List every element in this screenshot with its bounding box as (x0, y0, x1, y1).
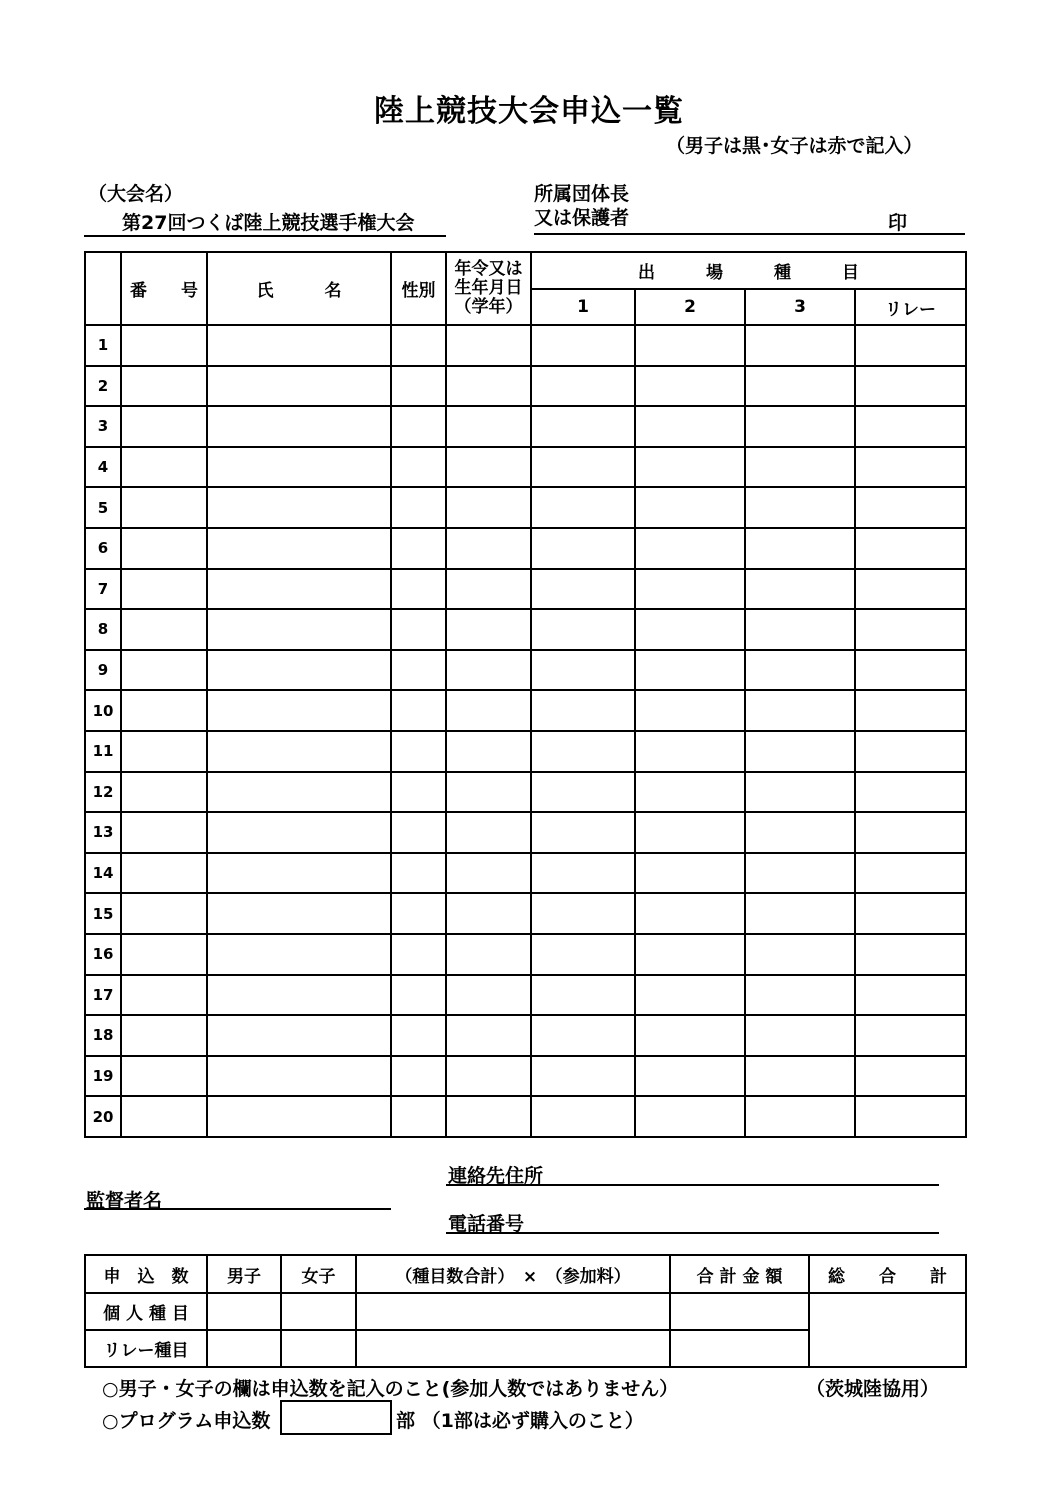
row-number: 18 (85, 1015, 121, 1056)
name-cell[interactable] (207, 772, 391, 813)
age-cell[interactable] (446, 487, 531, 528)
athlete-row (85, 569, 966, 610)
sex-cell[interactable] (391, 690, 446, 731)
relay-cell[interactable] (855, 853, 966, 894)
event-1-cell[interactable] (531, 569, 635, 610)
event-2-cell[interactable] (635, 853, 745, 894)
athlete-row (85, 487, 966, 528)
row-number: 15 (85, 893, 121, 934)
number-cell[interactable] (121, 487, 207, 528)
program-count-box[interactable] (280, 1400, 392, 1435)
event-2-cell[interactable] (635, 975, 745, 1016)
row-number: 20 (85, 1096, 121, 1137)
event-3-cell[interactable] (745, 731, 855, 772)
age-cell[interactable] (446, 569, 531, 610)
athlete-row (85, 893, 966, 934)
relay-cell[interactable] (855, 447, 966, 488)
event-3-cell[interactable] (745, 609, 855, 650)
age-cell[interactable] (446, 1056, 531, 1097)
sex-cell[interactable] (391, 366, 446, 407)
row-number: 13 (85, 812, 121, 853)
number-cell[interactable] (121, 934, 207, 975)
athlete-row (85, 853, 966, 894)
sex-cell[interactable] (391, 487, 446, 528)
individual-amount-cell[interactable] (670, 1293, 809, 1330)
number-cell[interactable] (121, 528, 207, 569)
org-underline (534, 233, 965, 235)
events-header: 出 場 種 目 (531, 252, 966, 289)
athlete-row (85, 731, 966, 772)
athlete-row (85, 812, 966, 853)
relay-cell[interactable] (855, 690, 966, 731)
program-order-label: ○プログラム申込数 (102, 1410, 271, 1432)
number-cell[interactable] (121, 569, 207, 610)
event-3-cell[interactable] (745, 487, 855, 528)
event-3-cell[interactable] (745, 1015, 855, 1056)
number-cell[interactable] (121, 1056, 207, 1097)
number-cell[interactable] (121, 690, 207, 731)
page-title: 陸上競技大会申込一覧 (374, 94, 684, 129)
number-cell[interactable] (121, 853, 207, 894)
sex-cell[interactable] (391, 853, 446, 894)
fee-count-header: 申 込 数 (85, 1255, 207, 1293)
relay-cell[interactable] (855, 1015, 966, 1056)
event-2-cell[interactable] (635, 487, 745, 528)
event-2-cell[interactable] (635, 812, 745, 853)
event-3-cell[interactable] (745, 447, 855, 488)
sex-cell[interactable] (391, 1015, 446, 1056)
name-cell[interactable] (207, 1056, 391, 1097)
name-cell[interactable] (207, 569, 391, 610)
event-2-cell[interactable] (635, 690, 745, 731)
number-cell[interactable] (121, 731, 207, 772)
entry-table (84, 251, 967, 1138)
event-1-cell[interactable] (531, 406, 635, 447)
fee-table (84, 1254, 967, 1368)
sex-cell[interactable] (391, 569, 446, 610)
number-cell[interactable] (121, 366, 207, 407)
name-cell[interactable] (207, 690, 391, 731)
name-cell[interactable] (207, 731, 391, 772)
name-cell[interactable] (207, 325, 391, 366)
age-cell[interactable] (446, 609, 531, 650)
sex-cell[interactable] (391, 812, 446, 853)
relay-formula-cell[interactable] (356, 1330, 670, 1367)
event-1-cell[interactable] (531, 528, 635, 569)
athlete-row (85, 1096, 966, 1137)
sex-cell[interactable] (391, 975, 446, 1016)
sex-cell[interactable] (391, 731, 446, 772)
relay-cell[interactable] (855, 487, 966, 528)
event-2-cell[interactable] (635, 325, 745, 366)
age-cell[interactable] (446, 812, 531, 853)
number-header: 番 号 (121, 252, 207, 325)
age-cell[interactable] (446, 650, 531, 691)
relay-events-label: リレー種目 (85, 1330, 207, 1367)
row-number: 11 (85, 731, 121, 772)
name-cell[interactable] (207, 650, 391, 691)
fee-total-header: 総 合 計 (809, 1255, 966, 1293)
sex-cell[interactable] (391, 650, 446, 691)
sex-cell[interactable] (391, 1056, 446, 1097)
event-1-cell[interactable] (531, 893, 635, 934)
age-cell[interactable] (446, 690, 531, 731)
relay-cell[interactable] (855, 366, 966, 407)
individual-male-cell[interactable] (207, 1293, 281, 1330)
event-3-cell[interactable] (745, 366, 855, 407)
supervisor-label: 監督者名 (86, 1190, 163, 1212)
athlete-row (85, 975, 966, 1016)
event-3-cell[interactable] (745, 650, 855, 691)
name-cell[interactable] (207, 447, 391, 488)
phone-line (446, 1232, 939, 1234)
age-cell[interactable] (446, 1015, 531, 1056)
relay-cell[interactable] (855, 893, 966, 934)
event-1-cell[interactable] (531, 366, 635, 407)
name-cell[interactable] (207, 406, 391, 447)
sex-header: 性別 (391, 252, 446, 325)
name-cell[interactable] (207, 812, 391, 853)
row-number: 10 (85, 690, 121, 731)
sex-cell[interactable] (391, 447, 446, 488)
sex-cell[interactable] (391, 528, 446, 569)
event-3-cell[interactable] (745, 1096, 855, 1137)
individual-events-label: 個 人 種 目 (85, 1293, 207, 1330)
fee-male-header: 男子 (207, 1255, 281, 1293)
number-cell[interactable] (121, 325, 207, 366)
relay-cell[interactable] (855, 772, 966, 813)
event-2-cell[interactable] (635, 569, 745, 610)
number-cell[interactable] (121, 812, 207, 853)
athlete-row (85, 325, 966, 366)
row-number: 17 (85, 975, 121, 1016)
event-2-cell[interactable] (635, 609, 745, 650)
age-cell[interactable] (446, 406, 531, 447)
sex-cell[interactable] (391, 772, 446, 813)
event-1-cell[interactable] (531, 1096, 635, 1137)
sex-cell[interactable] (391, 934, 446, 975)
age-cell[interactable] (446, 975, 531, 1016)
row-number-header (85, 252, 121, 325)
name-cell[interactable] (207, 934, 391, 975)
address-line (446, 1184, 939, 1186)
relay-cell[interactable] (855, 406, 966, 447)
row-number: 9 (85, 650, 121, 691)
row-number: 7 (85, 569, 121, 610)
event-3-cell[interactable] (745, 893, 855, 934)
name-header: 氏 名 (207, 252, 391, 325)
name-cell[interactable] (207, 893, 391, 934)
event-2-cell[interactable] (635, 528, 745, 569)
seal-label: 印 (888, 212, 908, 234)
name-cell[interactable] (207, 528, 391, 569)
age-cell[interactable] (446, 1096, 531, 1137)
name-cell[interactable] (207, 1015, 391, 1056)
event-1-cell[interactable] (531, 447, 635, 488)
association-use-note: （茨城陸協用） (806, 1378, 940, 1400)
event-3-cell[interactable] (745, 812, 855, 853)
sex-cell[interactable] (391, 893, 446, 934)
relay-cell[interactable] (855, 812, 966, 853)
row-number: 4 (85, 447, 121, 488)
fee-formula-header: （種目数合計） × （参加料） (356, 1255, 670, 1293)
name-cell[interactable] (207, 366, 391, 407)
age-cell[interactable] (446, 528, 531, 569)
event-3-cell[interactable] (745, 772, 855, 813)
event-2-cell[interactable] (635, 447, 745, 488)
event-3-cell[interactable] (745, 569, 855, 610)
number-cell[interactable] (121, 650, 207, 691)
event-1-cell[interactable] (531, 853, 635, 894)
athlete-row (85, 934, 966, 975)
meet-underline (84, 235, 446, 237)
entry-count-note: ○男子・女子の欄は申込数を記入のこと(参加人数ではありません） (102, 1378, 679, 1400)
event-1-header: 1 (531, 289, 635, 325)
supervisor-line (84, 1208, 391, 1210)
event-3-cell[interactable] (745, 690, 855, 731)
relay-cell[interactable] (855, 731, 966, 772)
age-cell[interactable] (446, 447, 531, 488)
athlete-row (85, 406, 966, 447)
event-3-cell[interactable] (745, 406, 855, 447)
color-note: （男子は黒･女子は赤で記入） (666, 135, 923, 157)
row-number: 14 (85, 853, 121, 894)
event-1-cell[interactable] (531, 487, 635, 528)
event-3-cell[interactable] (745, 325, 855, 366)
athlete-row (85, 609, 966, 650)
event-1-cell[interactable] (531, 934, 635, 975)
age-cell[interactable] (446, 731, 531, 772)
event-3-cell[interactable] (745, 853, 855, 894)
relay-cell[interactable] (855, 325, 966, 366)
relay-cell[interactable] (855, 528, 966, 569)
age-cell[interactable] (446, 893, 531, 934)
event-3-cell[interactable] (745, 934, 855, 975)
relay-cell[interactable] (855, 1056, 966, 1097)
relay-amount-cell[interactable] (670, 1330, 809, 1367)
name-cell[interactable] (207, 487, 391, 528)
name-cell[interactable] (207, 609, 391, 650)
athlete-row (85, 366, 966, 407)
sex-cell[interactable] (391, 1096, 446, 1137)
event-2-cell[interactable] (635, 1096, 745, 1137)
guardian-label: 又は保護者 (534, 207, 630, 229)
event-2-cell[interactable] (635, 406, 745, 447)
relay-cell[interactable] (855, 569, 966, 610)
number-cell[interactable] (121, 1096, 207, 1137)
number-cell[interactable] (121, 1015, 207, 1056)
name-cell[interactable] (207, 975, 391, 1016)
event-2-cell[interactable] (635, 1015, 745, 1056)
program-unit-note: 部 （1部は必ず購入のこと） (396, 1410, 644, 1432)
relay-cell[interactable] (855, 934, 966, 975)
age-cell[interactable] (446, 366, 531, 407)
age-header-line1: 年令又は (454, 259, 523, 279)
event-1-cell[interactable] (531, 1056, 635, 1097)
fee-amount-header: 合 計 金 額 (670, 1255, 809, 1293)
event-1-cell[interactable] (531, 772, 635, 813)
athlete-row (85, 1015, 966, 1056)
number-cell[interactable] (121, 406, 207, 447)
age-cell[interactable] (446, 853, 531, 894)
event-2-cell[interactable] (635, 731, 745, 772)
row-number: 16 (85, 934, 121, 975)
row-number: 1 (85, 325, 121, 366)
athlete-row (85, 447, 966, 488)
row-number: 19 (85, 1056, 121, 1097)
age-header-line3: （学年） (454, 297, 523, 317)
row-number: 2 (85, 366, 121, 407)
meet-name: 第27回つくば陸上競技選手権大会 (122, 212, 415, 234)
event-1-cell[interactable] (531, 731, 635, 772)
event-3-cell[interactable] (745, 1056, 855, 1097)
event-2-cell[interactable] (635, 772, 745, 813)
event-1-cell[interactable] (531, 812, 635, 853)
sex-cell[interactable] (391, 609, 446, 650)
event-3-cell[interactable] (745, 528, 855, 569)
event-1-cell[interactable] (531, 1015, 635, 1056)
relay-cell[interactable] (855, 1096, 966, 1137)
event-1-cell[interactable] (531, 690, 635, 731)
number-cell[interactable] (121, 975, 207, 1016)
athlete-row (85, 690, 966, 731)
event-2-cell[interactable] (635, 366, 745, 407)
athlete-row (85, 528, 966, 569)
sex-cell[interactable] (391, 406, 446, 447)
event-3-cell[interactable] (745, 975, 855, 1016)
relay-female-cell[interactable] (281, 1330, 356, 1367)
age-header-line2: 生年月日 (454, 278, 523, 298)
relay-cell[interactable] (855, 609, 966, 650)
number-cell[interactable] (121, 772, 207, 813)
event-2-cell[interactable] (635, 1056, 745, 1097)
event-1-cell[interactable] (531, 609, 635, 650)
row-number: 8 (85, 609, 121, 650)
relay-cell[interactable] (855, 650, 966, 691)
event-2-cell[interactable] (635, 934, 745, 975)
age-cell[interactable] (446, 934, 531, 975)
event-2-header: 2 (635, 289, 745, 325)
row-number: 12 (85, 772, 121, 813)
event-2-cell[interactable] (635, 893, 745, 934)
event-1-cell[interactable] (531, 650, 635, 691)
number-cell[interactable] (121, 893, 207, 934)
athlete-row (85, 650, 966, 691)
fee-female-header: 女子 (281, 1255, 356, 1293)
individual-formula-cell[interactable] (356, 1293, 670, 1330)
event-2-cell[interactable] (635, 650, 745, 691)
row-number: 6 (85, 528, 121, 569)
number-cell[interactable] (121, 447, 207, 488)
age-cell[interactable] (446, 772, 531, 813)
age-header (446, 252, 531, 325)
individual-female-cell[interactable] (281, 1293, 356, 1330)
relay-cell[interactable] (855, 975, 966, 1016)
athlete-row (85, 1056, 966, 1097)
relay-header: リレー (855, 289, 966, 325)
relay-male-cell[interactable] (207, 1330, 281, 1367)
row-number: 5 (85, 487, 121, 528)
name-cell[interactable] (207, 1096, 391, 1137)
row-number: 3 (85, 406, 121, 447)
number-cell[interactable] (121, 609, 207, 650)
org-head-label: 所属団体長 (534, 183, 630, 205)
age-cell[interactable] (446, 325, 531, 366)
event-1-cell[interactable] (531, 975, 635, 1016)
event-1-cell[interactable] (531, 325, 635, 366)
athlete-row (85, 772, 966, 813)
event-3-header: 3 (745, 289, 855, 325)
meet-label: （大会名） (88, 183, 184, 205)
address-label: 連絡先住所 (448, 1165, 544, 1187)
name-cell[interactable] (207, 853, 391, 894)
grand-total-cell[interactable] (809, 1293, 966, 1367)
sex-cell[interactable] (391, 325, 446, 366)
entry-rows (85, 325, 966, 1137)
phone-label: 電話番号 (448, 1213, 525, 1235)
